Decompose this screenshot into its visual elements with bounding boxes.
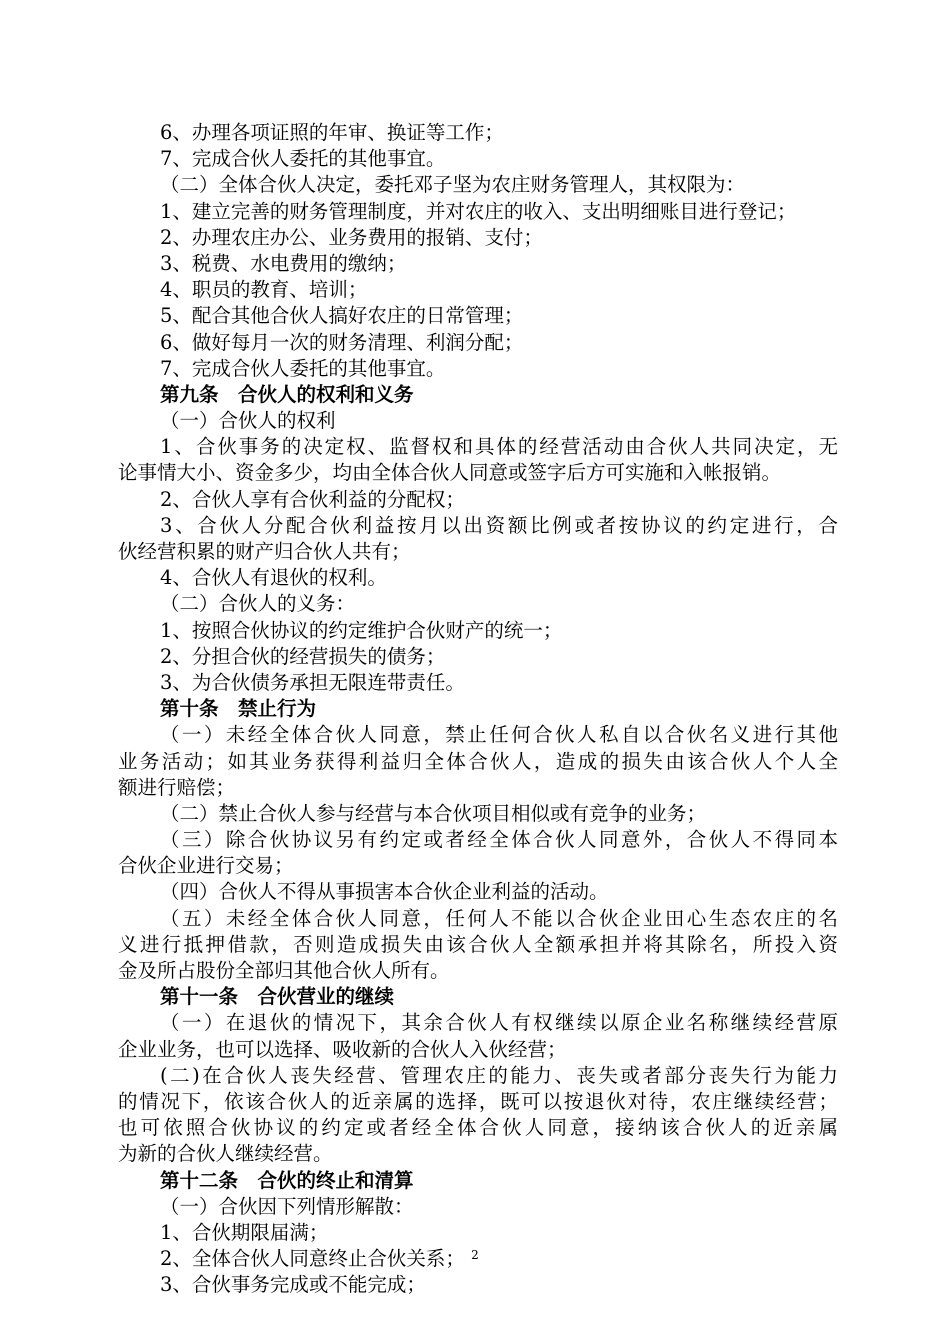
section-heading: 第十条 禁止行为 <box>160 697 317 721</box>
document-body <box>118 120 838 1298</box>
paragraph-line: 7、完成合伙人委托的其他事宜。 <box>160 147 446 171</box>
paragraph-line: 2、分担合伙的经营损失的债务； <box>160 644 446 668</box>
paragraph-line: 也可依照合伙协议的约定或者经全体合伙人同意，接纳该合伙人的近亲属 <box>118 1116 838 1140</box>
paragraph-line: （三）除合伙协议另有约定或者经全体合伙人同意外，合伙人不得同本 <box>160 828 838 852</box>
paragraph-line: 2、全体合伙人同意终止合伙关系； <box>160 1247 465 1271</box>
paragraph-line: 合伙企业进行交易； <box>118 854 294 878</box>
paragraph-line: 5、配合其他合伙人搞好农庄的日常管理； <box>160 304 524 328</box>
paragraph-line: 伙经营积累的财产归合伙人共有； <box>118 540 411 563</box>
paragraph-line: 4、职员的教育、培训； <box>160 278 368 302</box>
paragraph-line: 的情况下，依该合伙人的近亲属的选择，既可以按退伙对待，农庄继续经营； <box>118 1089 838 1113</box>
paragraph-line: （一）合伙因下列情形解散： <box>160 1194 414 1218</box>
paragraph-line: 金及所占股份全部归其他合伙人所有。 <box>118 959 450 982</box>
section-heading: 第十二条 合伙的终止和清算 <box>160 1168 414 1192</box>
paragraph-line: 3、合伙人分配合伙利益按月以出资额比例或者按协议的约定进行，合 <box>160 513 838 537</box>
paragraph-line: 2、办理农庄办公、业务费用的报销、支付； <box>160 225 543 249</box>
paragraph-line: 1、合伙事务的决定权、监督权和具体的经营活动由合伙人共同决定，无 <box>160 435 838 459</box>
paragraph-line: （五）未经全体合伙人同意，任何人不能以合伙企业田心生态农庄的名 <box>160 906 838 930</box>
paragraph-line: 3、税费、水电费用的缴纳； <box>160 251 407 275</box>
paragraph-line: （一）未经全体合伙人同意，禁止任何合伙人私自以合伙名义进行其他 <box>160 723 838 747</box>
paragraph-line: （二）合伙人的义务： <box>160 592 356 616</box>
paragraph-line: 为新的合伙人继续经营。 <box>118 1142 333 1166</box>
paragraph-line: （一）合伙人的权利 <box>160 409 336 433</box>
paragraph-line: （二）全体合伙人决定，委托邓子坚为农庄财务管理人，其权限为： <box>160 173 746 197</box>
paragraph-line: 业务活动；如其业务获得利益归全体合伙人，造成的损失由该合伙人个人全 <box>118 749 838 773</box>
paragraph-line: 企业业务，也可以选择、吸收新的合伙人入伙经营； <box>118 1037 567 1061</box>
section-heading: 第十一条 合伙营业的继续 <box>160 985 395 1009</box>
paragraph-line: 3、为合伙债务承担无限连带责任。 <box>160 670 465 694</box>
paragraph-line: 4、合伙人有退伙的权利。 <box>160 566 387 590</box>
paragraph-line: 1、按照合伙协议的约定维护合伙财产的统一； <box>160 618 563 642</box>
paragraph-line: (二)在合伙人丧失经营、管理农庄的能力、丧失或者部分丧失行为能力 <box>160 1063 838 1087</box>
section-heading: 第九条 合伙人的权利和义务 <box>160 382 414 406</box>
paragraph-line: 论事情大小、资金多少，均由全体合伙人同意或签字后方可实施和入帐报销。 <box>118 461 782 485</box>
paragraph-line: （四）合伙人不得从事损害本合伙企业利益的活动。 <box>160 880 609 904</box>
paragraph-line: 3、合伙事务完成或不能完成； <box>160 1273 426 1297</box>
page-number: 2 <box>471 1248 479 1262</box>
paragraph-line: 1、建立完善的财务管理制度，并对农庄的收入、支出明细账目进行登记； <box>160 199 797 223</box>
paragraph-line: 1、合伙期限届满； <box>160 1220 329 1244</box>
paragraph-line: 6、做好每月一次的财务清理、利润分配； <box>160 330 524 354</box>
paragraph-line: （二）禁止合伙人参与经营与本合伙项目相似或有竞争的业务； <box>160 801 707 825</box>
paragraph-line: （一）在退伙的情况下，其余合伙人有权继续以原企业名称继续经营原 <box>160 1011 838 1035</box>
paragraph-line: 2、合伙人享有合伙利益的分配权； <box>160 487 465 511</box>
paragraph-line: 义进行抵押借款，否则造成损失由该合伙人全额承担并将其除名，所投入资 <box>118 932 838 956</box>
paragraph-line: 7、完成合伙人委托的其他事宜。 <box>160 356 446 380</box>
paragraph-line: 额进行赔偿； <box>118 775 236 799</box>
paragraph-line: 6、办理各项证照的年审、换证等工作； <box>160 121 504 144</box>
